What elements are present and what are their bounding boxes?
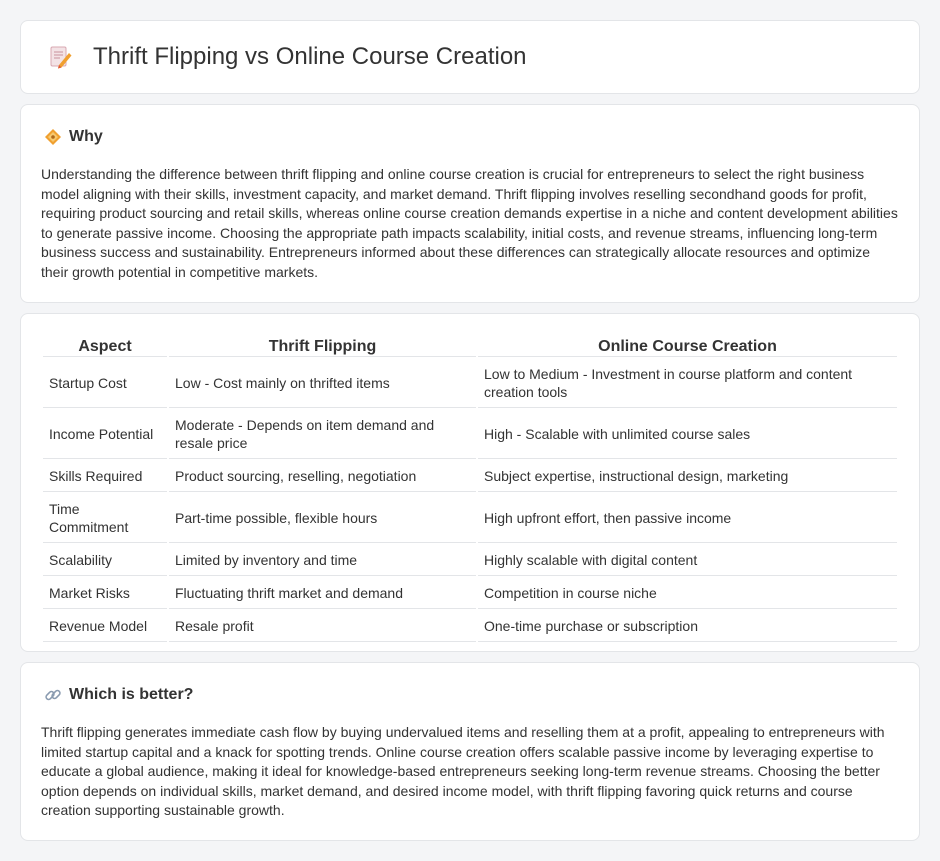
cell-aspect: Startup Cost <box>43 359 167 408</box>
cell-thrift: Low - Cost mainly on thrifted items <box>169 359 476 408</box>
cell-course: Subject expertise, instructional design, marketing <box>478 461 897 492</box>
comparison-card <box>20 313 920 652</box>
table-row <box>43 359 897 408</box>
why-body: Understanding the difference between thrift flipping and online course creation is crucial for entrepreneurs to select the right business model aligning with their skills, investment capacity, and market demand. Thrift flipping involves reselling secondhand goods for profit, requiring product sourcing and retail skills, whereas online course creation demands expertise in a niche and content development abilities to generate passive income. Choosing the appropriate path impacts scalability, initial costs, and revenue streams, influencing long-term business success and sustainability. Entrepreneurs informed about these differences can strategically allocate resources and optimize their growth potential in competitive markets. <box>41 166 898 280</box>
memo-pencil-icon <box>45 42 75 72</box>
table-row <box>43 494 897 543</box>
table-row <box>43 545 897 576</box>
cell-thrift: Resale profit <box>169 611 476 642</box>
link-icon <box>43 685 63 705</box>
cell-aspect: Revenue Model <box>43 611 167 642</box>
cell-thrift: Moderate - Depends on item demand and resale price <box>169 410 476 459</box>
why-title: Why <box>69 128 103 145</box>
cell-course: Highly scalable with digital content <box>478 545 897 576</box>
header-thrift-flipping: Thrift Flipping <box>169 336 476 357</box>
cell-aspect: Time Commitment <box>43 494 167 543</box>
table-row <box>43 578 897 609</box>
why-header <box>43 127 103 147</box>
diamond-sign-icon <box>43 127 63 147</box>
page-title: Thrift Flipping vs Online Course Creation <box>93 43 527 70</box>
cell-course: One-time purchase or subscription <box>478 611 897 642</box>
cell-thrift: Product sourcing, reselling, negotiation <box>169 461 476 492</box>
why-card <box>20 104 920 303</box>
cell-course: High upfront effort, then passive income <box>478 494 897 543</box>
header-online-course: Online Course Creation <box>478 336 897 357</box>
table-row <box>43 611 897 642</box>
title-card <box>20 20 920 94</box>
cell-thrift: Limited by inventory and time <box>169 545 476 576</box>
cell-aspect: Income Potential <box>43 410 167 459</box>
cell-thrift: Part-time possible, flexible hours <box>169 494 476 543</box>
cell-aspect: Market Risks <box>43 578 167 609</box>
table-row <box>43 410 897 459</box>
cell-aspect: Scalability <box>43 545 167 576</box>
cell-course: High - Scalable with unlimited course sales <box>478 410 897 459</box>
cell-course: Low to Medium - Investment in course platform and content creation tools <box>478 359 897 408</box>
table-header-row <box>43 336 897 357</box>
header-aspect: Aspect <box>43 336 167 357</box>
cell-aspect: Skills Required <box>43 461 167 492</box>
better-title: Which is better? <box>69 686 194 703</box>
cell-course: Competition in course niche <box>478 578 897 609</box>
cell-thrift: Fluctuating thrift market and demand <box>169 578 476 609</box>
better-body: Thrift flipping generates immediate cash flow by buying undervalued items and reselling them at a profit, appealing to entrepreneurs with limited startup capital and a knack for spotting trends. Online course creation offers scalable passive income by leveraging expertise to educate a global audience, making it ideal for knowledge-based entrepreneurs seeking long-term revenue streams. Choosing the better option depends on individual skills, market demand, and desired income model, with thrift flipping favoring quick returns and course creation supporting sustainable growth. <box>41 724 885 819</box>
better-header <box>43 685 193 705</box>
table-row <box>43 461 897 492</box>
title-row <box>21 21 919 93</box>
comparison-table <box>41 334 899 644</box>
which-is-better-card <box>20 662 920 841</box>
